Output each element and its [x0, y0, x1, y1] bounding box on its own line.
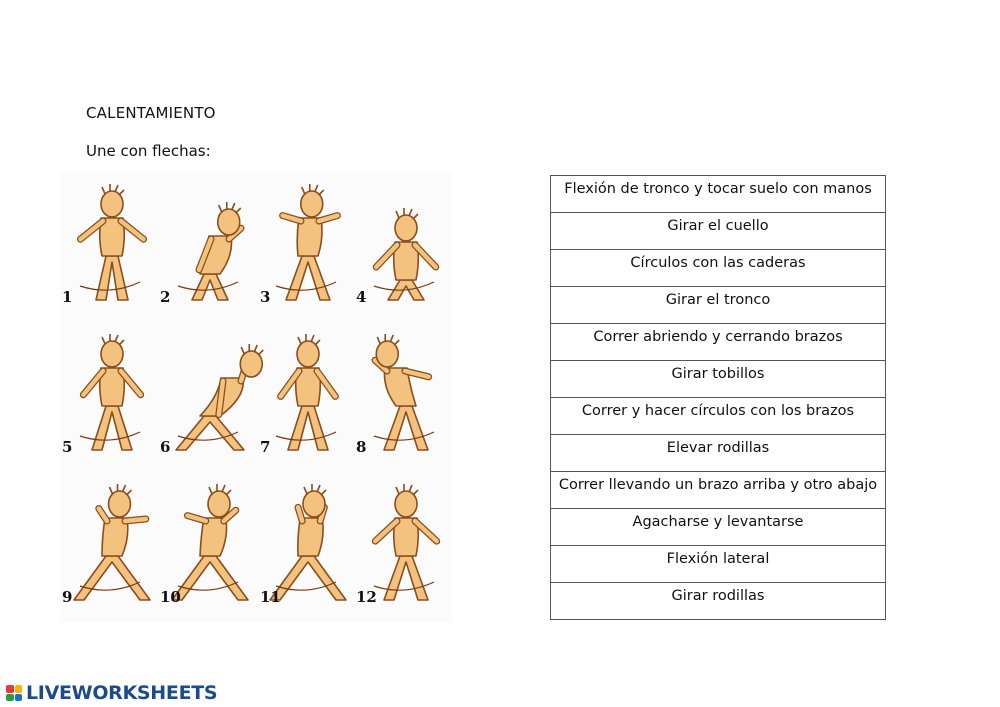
figure-number: 7: [260, 438, 271, 456]
exercise-label: Correr llevando un brazo arriba y otro abajo: [558, 477, 878, 493]
exercise-table: [550, 175, 886, 620]
figure-number: 5: [62, 438, 73, 456]
exercise-row: [551, 472, 885, 509]
exercise-label: Flexión lateral: [666, 551, 770, 567]
exercise-figure-1: [62, 184, 144, 306]
exercise-figure-2: [160, 202, 241, 306]
liveworksheets-logo-icon: [6, 685, 22, 701]
exercise-label: Girar el tronco: [665, 292, 771, 308]
exercise-label: Flexión de tronco y tocar suelo con manos: [564, 181, 872, 197]
exercise-figure-9: [62, 484, 150, 606]
exercise-row: [551, 583, 885, 620]
exercise-figure-3: [260, 184, 337, 306]
instructions: Une con flechas:: [86, 142, 211, 160]
figure-number: 8: [356, 438, 367, 456]
exercise-label: Girar tobillos: [671, 366, 765, 382]
exercise-row: [551, 509, 885, 546]
figure-number: 11: [260, 588, 281, 606]
exercise-figure-12: [356, 484, 437, 606]
exercise-figure-7: [260, 334, 336, 456]
exercise-row: [551, 213, 885, 250]
exercise-row: [551, 324, 885, 361]
figure-number: 1: [62, 288, 73, 306]
exercise-figures-illustration: [60, 172, 452, 622]
figure-number: 12: [356, 588, 377, 606]
exercise-row: [551, 361, 885, 398]
exercise-figure-5: [62, 334, 141, 456]
exercise-row: [551, 287, 885, 324]
brand-footer: [6, 682, 217, 704]
exercise-row: [551, 546, 885, 583]
figure-number: 2: [160, 288, 171, 306]
exercise-row: [551, 176, 885, 213]
figure-number: 4: [356, 288, 367, 306]
exercise-figure-4: [356, 208, 436, 306]
figure-number: 3: [260, 288, 271, 306]
exercise-label: Correr y hacer círculos con los brazos: [581, 403, 855, 419]
exercise-row: [551, 435, 885, 472]
exercise-figures-panel: [60, 172, 452, 622]
figure-number: 10: [160, 588, 181, 606]
exercise-row: [551, 250, 885, 287]
exercise-figure-11: [260, 484, 346, 606]
brand-name: LIVEWORKSHEETS: [26, 682, 218, 704]
page-title: CALENTAMIENTO: [86, 104, 216, 122]
figure-number: 9: [62, 588, 73, 606]
exercise-figure-10: [160, 484, 248, 606]
exercise-label: Girar rodillas: [671, 588, 765, 604]
figure-number: 6: [160, 438, 171, 456]
exercise-row: [551, 398, 885, 435]
exercise-label: Círculos con las caderas: [630, 255, 806, 271]
exercise-label: Elevar rodillas: [666, 440, 770, 456]
exercise-label: Girar el cuello: [667, 218, 769, 234]
exercise-figure-6: [160, 344, 263, 456]
exercise-label: Agacharse y levantarse: [632, 514, 804, 530]
exercise-label: Correr abriendo y cerrando brazos: [593, 329, 843, 345]
exercise-figure-8: [356, 334, 434, 456]
